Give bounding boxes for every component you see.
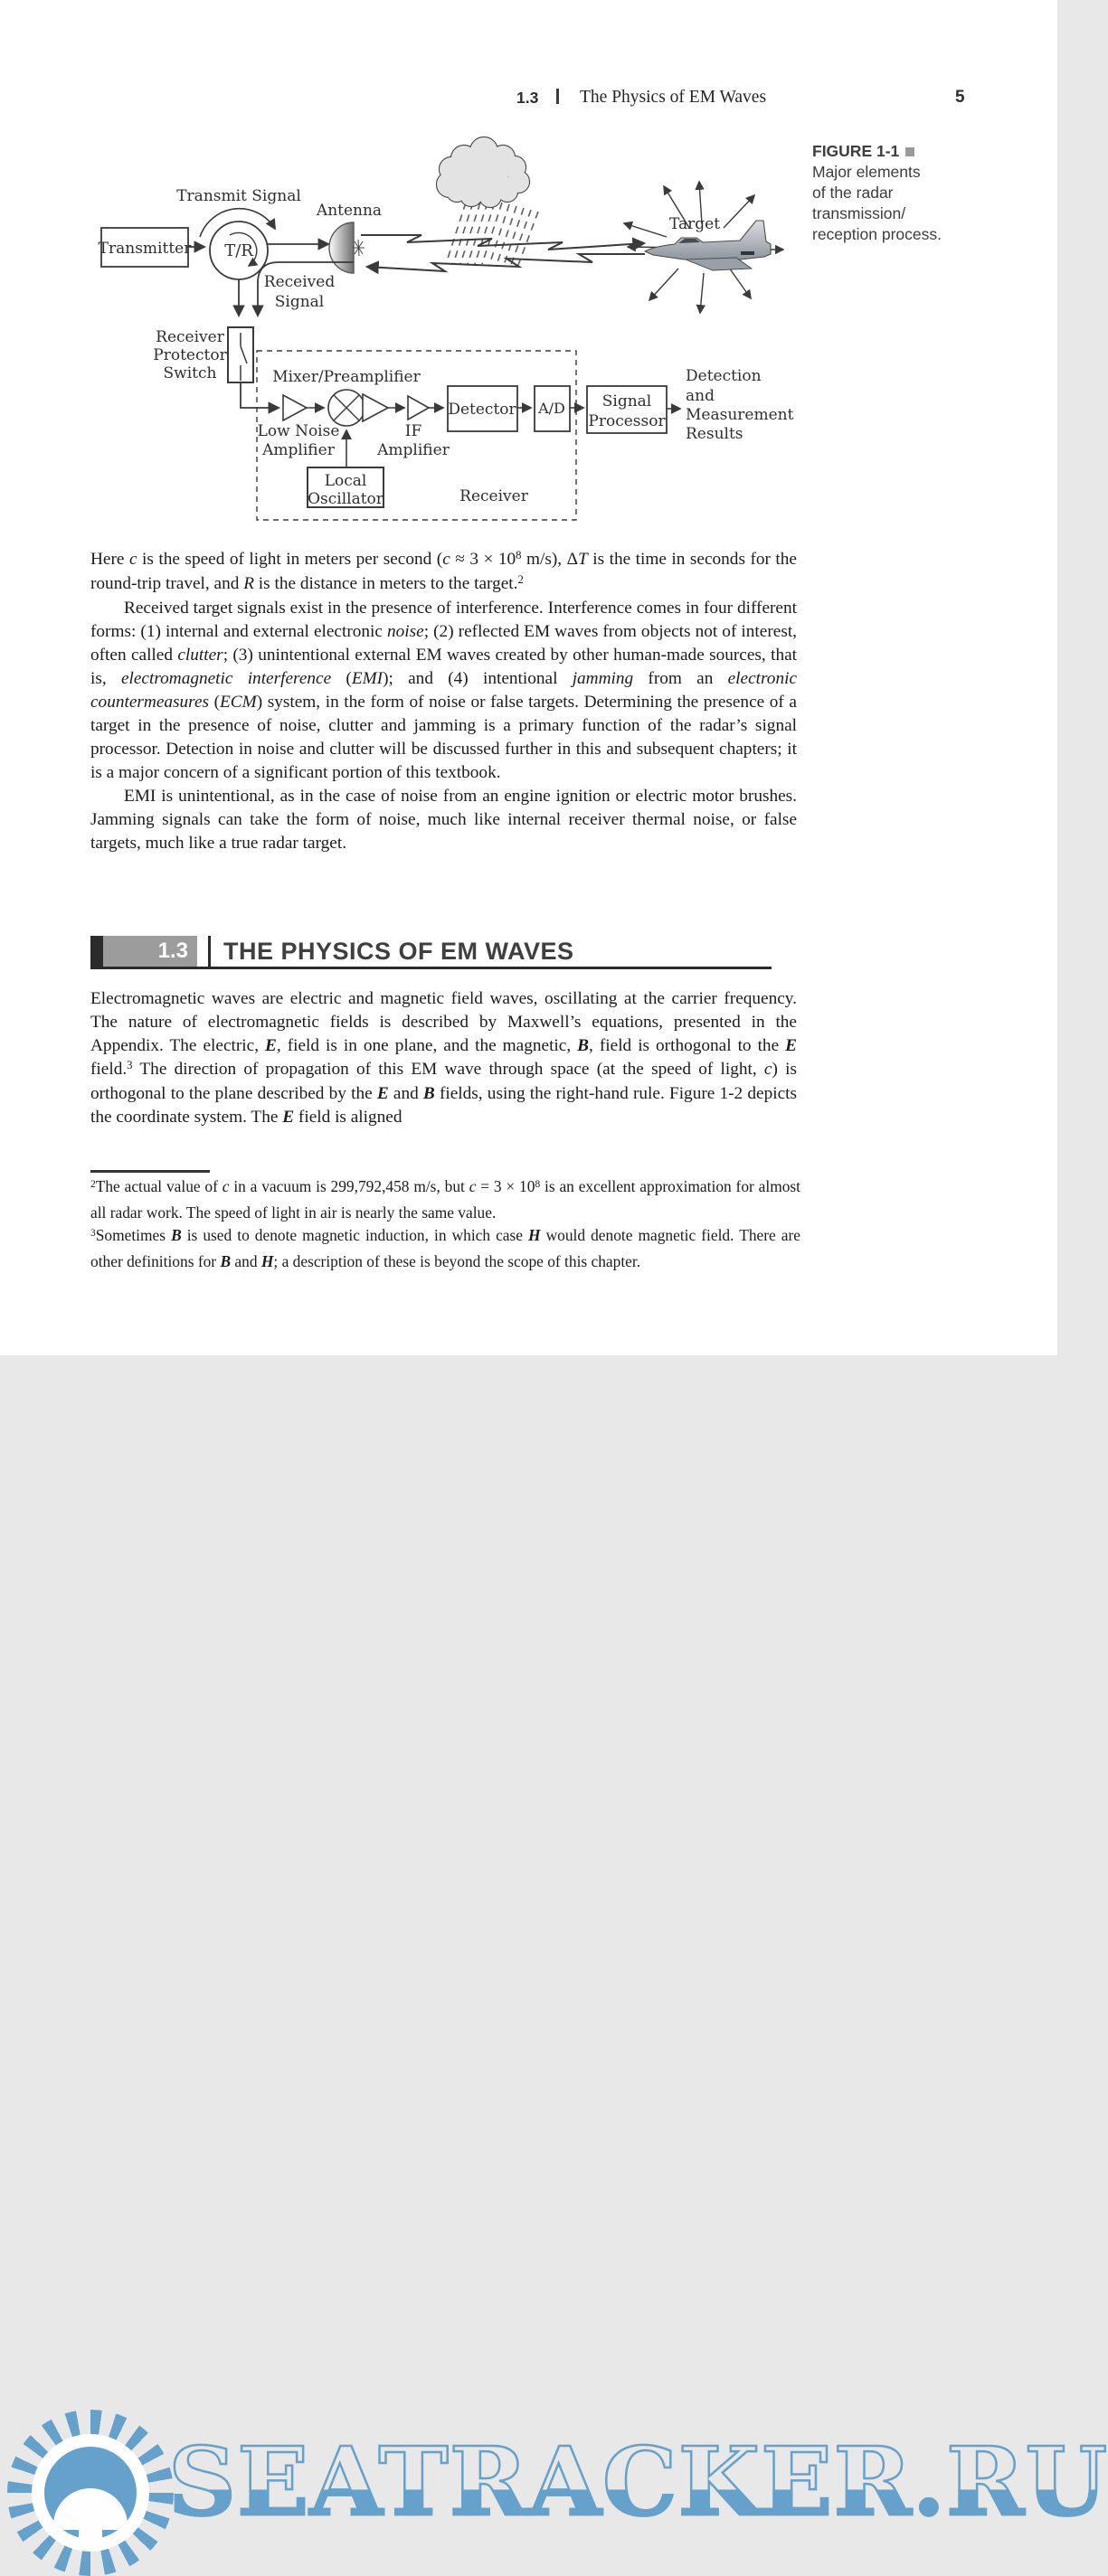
- text-run: jamming: [572, 669, 634, 688]
- rps-label-1: Receiver: [156, 328, 224, 346]
- transmit-signal-label: Transmit Signal: [176, 187, 301, 205]
- text-run: E: [376, 1084, 389, 1103]
- text-run: B: [171, 1226, 182, 1244]
- running-head-divider: [556, 89, 559, 104]
- text-run: B: [220, 1251, 232, 1270]
- text-run: ≈ 3 × 10: [450, 550, 516, 569]
- lna-label-1: Low Noise: [257, 422, 340, 440]
- text-run: , field is in one plane, and the magnetic,: [276, 1036, 578, 1055]
- section-heading: [90, 936, 772, 969]
- signal-processor-label-1: Signal: [601, 392, 652, 410]
- text-run: m/s), Δ: [521, 550, 578, 569]
- text-run: (: [331, 669, 352, 688]
- body-text-lower: [90, 987, 797, 1129]
- text-run: c: [469, 1177, 477, 1195]
- text-run: ) is orthogonal to the plane described by the: [90, 1060, 797, 1103]
- low-noise-amplifier-icon: [283, 395, 307, 420]
- running-head-title: The Physics of EM Waves: [580, 88, 767, 107]
- text-run: is the distance in meters to the target.: [253, 574, 518, 593]
- text-run: field.: [90, 1060, 128, 1079]
- if-label-1: IF: [404, 422, 422, 440]
- text-run: in a vacuum is 299,792,458 m/s, but: [229, 1177, 469, 1195]
- text-run: electromagnetic interference: [120, 669, 332, 688]
- text-run: Sometimes: [95, 1226, 172, 1244]
- sun-inner-ring: [32, 2434, 149, 2552]
- text-run: , field is orthogonal to the: [589, 1036, 786, 1055]
- text-run: E: [265, 1036, 277, 1055]
- antenna-dish-icon: [329, 222, 354, 273]
- text-run: = 3 × 10: [476, 1177, 535, 1195]
- mixer-preamplifier-label: Mixer/Preamplifier: [272, 368, 421, 386]
- text-run: ECM: [220, 693, 257, 712]
- text-run: noise: [387, 622, 424, 641]
- text-run: R: [243, 574, 254, 593]
- text-run: B: [577, 1036, 590, 1055]
- receiver-label: Receiver: [459, 487, 528, 505]
- superscript: 2: [90, 1178, 96, 1190]
- text-run: ); and (4) intentional: [383, 669, 573, 688]
- results-label-4: Results: [686, 425, 743, 443]
- paragraph: [90, 987, 797, 1129]
- feed-sparkle-icon: [353, 240, 365, 256]
- text-run: would denote magnetic field. There are other definitions for: [90, 1226, 800, 1270]
- superscript: 3: [127, 1058, 133, 1071]
- text-run: is an excellent approximation for almost all radar work. The speed of light in air is nearly the same value.: [90, 1177, 801, 1222]
- watermark-text: SEATRACKER.RU: [168, 2426, 1108, 2537]
- sun-dome: [53, 2488, 128, 2530]
- caption-square-marker: [905, 147, 914, 156]
- footnote: [90, 1224, 800, 1273]
- text-run: and: [388, 1084, 423, 1103]
- text-run: from an: [633, 669, 728, 688]
- paragraph: [90, 597, 797, 785]
- sun-rays: [7, 2410, 174, 2576]
- text-run: H: [528, 1226, 541, 1244]
- preamplifier-icon: [363, 394, 388, 421]
- text-run: H: [260, 1251, 274, 1270]
- text-run: T: [578, 550, 588, 569]
- if-label-2: Amplifier: [377, 441, 450, 459]
- text-run: ) system, in the form of noise or false targets. Determining the presence of a target in the presence of noise, clutter and jamming is a primary function of the radar’s signal processor. Detection in noise and clutter will be discussed further in this and subsequent chapters; it is a major concern of a significant portion of this textbook.: [90, 693, 797, 782]
- figure-1-1-diagram: [86, 131, 800, 547]
- rain-streaks: [446, 203, 538, 265]
- text-run: EMI: [351, 669, 384, 688]
- text-run: field is aligned: [294, 1108, 402, 1127]
- text-run: B: [422, 1084, 435, 1103]
- text-run: (: [209, 693, 221, 712]
- heading-divider-bar: [208, 936, 211, 969]
- figure-caption-line: of the radar: [812, 184, 894, 202]
- text-run: E: [785, 1036, 797, 1055]
- results-label-2: and: [686, 387, 715, 405]
- figure-caption: [812, 141, 1002, 245]
- heading-title: THE PHYSICS OF EM WAVES: [223, 938, 574, 965]
- text-run: c: [222, 1177, 230, 1195]
- text-run: clutter: [177, 646, 223, 665]
- text-run: fields, using the right-hand rule. Figure 1-2 depicts the coordinate system. The: [90, 1084, 797, 1127]
- text-run: ; (2) reflected EM waves from objects not of interest, often called: [90, 622, 797, 665]
- heading-left-square: [90, 936, 103, 967]
- text-run: c: [128, 550, 137, 569]
- page-number: 5: [955, 88, 965, 107]
- detector-label: Detector: [448, 401, 516, 419]
- superscript: 2: [517, 572, 524, 586]
- lna-label-2: Amplifier: [262, 441, 335, 459]
- superscript: 8: [535, 1178, 541, 1190]
- text-run: Received target signals exist in the presence of interference. Interference comes in four different forms: (1) internal and external electronic: [90, 599, 797, 641]
- rps-label-2: Protector: [153, 346, 227, 364]
- text-run: Electromagnetic waves are electric and magnetic field waves, oscillating at the carrier frequency. The nature of electromagnetic fields is described by Maxwell’s equations, presented in the Appendix. The electric,: [90, 989, 797, 1055]
- transmitter-label: Transmitter: [98, 240, 192, 258]
- text-run: is the time in seconds for the round-trip travel, and: [90, 550, 797, 593]
- superscript: 8: [516, 548, 522, 561]
- paragraph: [90, 785, 797, 855]
- text-run: electronic countermeasures: [90, 669, 797, 712]
- antenna-label: Antenna: [316, 202, 383, 220]
- text-run: Here: [90, 550, 129, 569]
- footnotes: [90, 1175, 800, 1273]
- figure-caption-line: reception process.: [812, 225, 942, 243]
- text-run: EMI is unintentional, as in the case of noise from an engine ignition or electric motor brushes. Jamming signals can take the form of noise, much like internal receiver thermal noise, or false targets, much like a true radar target.: [90, 787, 797, 853]
- figure-caption-line: Major elements: [812, 163, 921, 181]
- rps-label-3: Switch: [163, 364, 217, 382]
- body-text-upper: [90, 548, 797, 855]
- text-run: c: [763, 1060, 772, 1079]
- text-run: The actual value of: [95, 1177, 223, 1195]
- local-oscillator-label-2: Oscillator: [308, 490, 384, 508]
- text-run: ; a description of these is beyond the scope of this chapter.: [273, 1251, 641, 1270]
- sun-core: [44, 2447, 137, 2539]
- received-signal-label-2: Signal: [274, 293, 325, 311]
- received-signal-label-1: Received: [263, 273, 336, 291]
- figure-caption-label: FIGURE 1-1: [812, 142, 900, 160]
- footnote-rule: [90, 1170, 210, 1173]
- target-label: Target: [668, 215, 721, 233]
- text-run: is used to denote magnetic induction, in which case: [181, 1226, 529, 1244]
- text-run: E: [282, 1108, 295, 1127]
- text-run: and: [231, 1251, 261, 1270]
- heading-number-box: 1.3: [103, 936, 197, 967]
- superscript: 3: [90, 1227, 96, 1239]
- text-run: ; (3) unintentional external EM waves created by other human-made sources, that is,: [90, 646, 797, 688]
- text-run: is the speed of light in meters per second (: [137, 550, 443, 569]
- ad-label: A/D: [538, 400, 565, 417]
- if-amplifier-icon: [408, 396, 429, 420]
- local-oscillator-label-1: Local: [324, 472, 367, 490]
- footnote: [90, 1175, 800, 1224]
- tr-label: T/R: [224, 241, 253, 260]
- running-head: [0, 88, 1057, 109]
- text-run: The direction of propagation of this EM wave through space (at the speed of light,: [132, 1060, 764, 1079]
- results-label-1: Detection: [686, 367, 762, 385]
- signal-processor-label-2: Processor: [588, 412, 666, 430]
- heading-underline: [90, 967, 772, 969]
- sea-horizon-band: [79, 2530, 102, 2539]
- text-run: c: [442, 550, 450, 569]
- results-label-3: Measurement: [686, 406, 794, 424]
- paragraph: [90, 548, 797, 597]
- running-head-section-number: 1.3: [516, 89, 539, 107]
- figure-caption-line: transmission/: [812, 204, 906, 222]
- sun-logo-icon: [7, 2410, 174, 2576]
